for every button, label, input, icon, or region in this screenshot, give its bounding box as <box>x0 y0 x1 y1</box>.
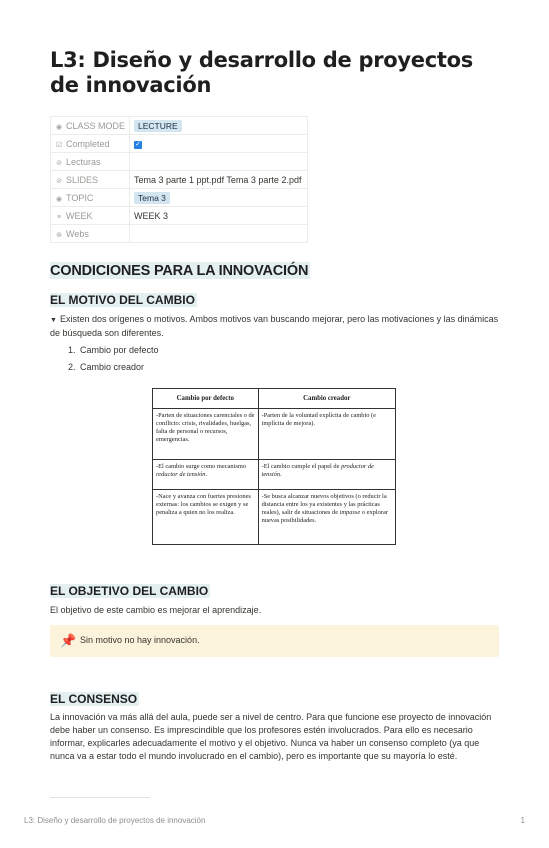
property-row <box>51 117 308 135</box>
link-icon: ⊛ <box>56 231 62 239</box>
table-cell: -El cambio cumple el papel de productor de tensión. <box>258 460 395 490</box>
tag-badge: LECTURE <box>134 120 182 132</box>
list-item <box>68 361 144 373</box>
property-value[interactable] <box>130 153 308 171</box>
property-row <box>51 189 308 207</box>
property-value[interactable] <box>130 135 308 153</box>
property-key <box>51 189 130 207</box>
property-text: WEEK 3 <box>134 210 169 221</box>
completed-checkbox[interactable]: ✓ <box>135 141 141 148</box>
select-icon: ◉ <box>55 123 63 131</box>
table-header: Cambio creador <box>258 389 395 409</box>
select-icon: ◉ <box>55 195 63 203</box>
table-cell: -Nace y avanza con fuertes presiones externas: los cambios se exigen y se penaliza a quien no los realiza. <box>153 490 259 545</box>
property-label: CLASS MODE <box>66 120 126 131</box>
property-row <box>51 225 308 243</box>
property-value[interactable] <box>130 171 308 189</box>
property-value[interactable] <box>130 189 308 207</box>
table-cell: -Parten de situaciones carenciales o de conflicto: crisis, rivalidades, huelgas, falta de personal o recursos, emergencias. <box>153 409 259 460</box>
toggle-text: Existen dos orígenes o motivos. Ambos motivos van buscando mejorar, pero las motivaciones y las dinámicas de búsqueda son diferentes. <box>50 314 499 338</box>
property-value[interactable] <box>130 207 308 225</box>
property-row <box>51 207 308 225</box>
table-header: Cambio por defecto <box>153 389 259 409</box>
table-cell: -El cambio surge como mecanismo reductor de tensión. <box>153 460 259 490</box>
toggle-block[interactable] <box>50 313 499 340</box>
table-cell: -Parten de la voluntad explícita de cambio (e implícita de mejora). <box>258 409 395 460</box>
property-key <box>51 135 130 153</box>
list-item-text: Cambio creador <box>80 362 145 372</box>
section-heading-condiciones: CONDICIONES PARA LA INNOVACIÓN <box>50 263 309 279</box>
property-row <box>51 153 308 171</box>
heading-consenso: EL CONSENSO <box>50 692 138 706</box>
list-item <box>68 344 159 356</box>
footer-title: L3: Diseño y desarrollo de proyectos de innovación <box>24 816 206 825</box>
heading-motivo: EL MOTIVO DEL CAMBIO <box>50 293 195 307</box>
properties-table <box>50 116 308 243</box>
checkbox-icon: ☑ <box>55 141 63 149</box>
files-icon: ⊘ <box>56 159 62 167</box>
property-value[interactable] <box>130 117 308 135</box>
property-label: Webs <box>66 228 89 239</box>
list-icon: ≡ <box>56 213 62 221</box>
files-icon: ⊘ <box>56 177 62 185</box>
heading-objetivo: EL OBJETIVO DEL CAMBIO <box>50 584 209 598</box>
property-label: WEEK <box>66 210 93 221</box>
property-label: TOPIC <box>66 192 94 203</box>
list-item-text: Cambio por defecto <box>80 345 159 355</box>
property-key <box>51 171 130 189</box>
cambio-comparison-image <box>152 388 396 545</box>
property-row <box>51 135 308 153</box>
property-label: SLIDES <box>66 174 99 185</box>
page-title: L3: Diseño y desarrollo de proyectos de innovación <box>50 48 473 97</box>
tag-badge: Tema 3 <box>134 192 170 204</box>
footer-divider <box>50 797 150 798</box>
property-key <box>51 225 130 243</box>
callout <box>50 625 499 657</box>
property-value[interactable] <box>130 225 308 243</box>
list-number: 1. <box>68 345 76 355</box>
property-key <box>51 153 130 171</box>
pushpin-icon: 📌 <box>60 633 77 648</box>
list-number: 2. <box>68 362 76 372</box>
page-number: 1 <box>520 816 525 825</box>
property-label: Completed <box>66 138 110 149</box>
property-key <box>51 207 130 225</box>
property-label: Lecturas <box>66 156 101 167</box>
property-key <box>51 117 130 135</box>
objetivo-text: El objetivo de este cambio es mejorar el aprendizaje. <box>50 605 262 615</box>
callout-text: Sin motivo no hay innovación. <box>80 635 200 645</box>
consenso-text: La innovación va más allá del aula, puede ser a nivel de centro. Para que funcione ese proyecto de innovación debe haber un consenso. Es imprescindible que los profesores estén involucrados. Para ello es necesario informar, explicarles adecuadamente el motivo y el objetivo. Nunca va haber un consenso completo (ya que nunca va a estar todo el mundo involucrado en el cambio), pero es importante que su mayoría lo esté. <box>50 712 492 761</box>
property-row <box>51 171 308 189</box>
toggle-arrow-icon[interactable]: ▼ <box>50 317 57 324</box>
table-cell: -Se busca alcanzar nuevos objetivos (o reducir la distancia entre los ya existentes y las prácticas reales), salir de situaciones de impasse o explorar nuevas posibilidades. <box>258 490 395 545</box>
property-text: Tema 3 parte 1 ppt.pdf Tema 3 parte 2.pdf <box>134 174 302 185</box>
